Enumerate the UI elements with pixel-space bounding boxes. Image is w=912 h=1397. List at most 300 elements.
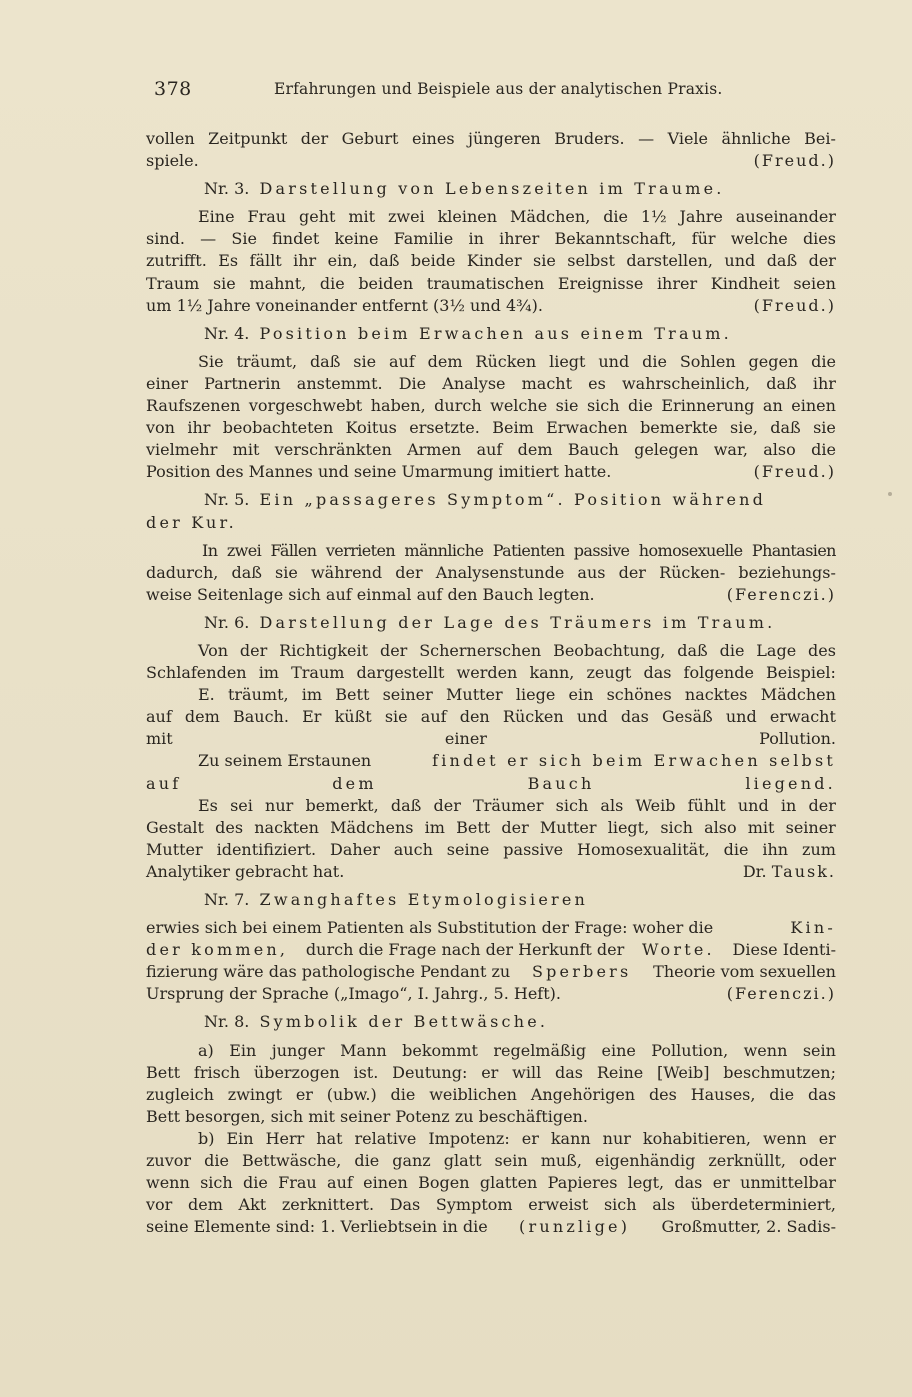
section-title: Ein „passageres Symptom“. Position während — [259, 490, 767, 510]
word: Analysenstunde — [435, 562, 565, 582]
word: beide — [410, 251, 456, 271]
word: Beobachtung, — [553, 640, 666, 660]
word: kann, — [529, 663, 575, 683]
word: vorgeschwebt — [248, 396, 363, 416]
word: als — [600, 795, 624, 815]
word: sich — [555, 795, 589, 815]
spaced-text: findet er sich beim Erwachen selbst — [432, 751, 836, 771]
text-line — [146, 228, 836, 250]
word: Rücken- — [659, 562, 726, 582]
word: er — [521, 1128, 539, 1148]
word: sein — [802, 1040, 836, 1060]
spaced-text: der kommen, — [146, 940, 289, 960]
word: bekommt — [402, 1040, 478, 1060]
word: sie — [813, 418, 836, 438]
word: Rücken — [475, 351, 537, 371]
word: ihr — [293, 251, 317, 271]
word: die — [719, 640, 745, 660]
word: will — [512, 1062, 542, 1082]
running-head: Erfahrungen und Beispiele aus der analytischen Praxis. — [274, 80, 723, 98]
word: Patienten — [492, 540, 565, 560]
word: anstemmt. — [296, 373, 383, 393]
word: Bruders. — [554, 129, 625, 148]
word: Von — [198, 640, 229, 660]
word: das — [643, 663, 672, 683]
word: homosexuelle — [638, 540, 743, 560]
text-line — [146, 817, 836, 839]
word: sie — [212, 273, 236, 293]
word: überdeterminiert, — [690, 1195, 836, 1215]
text-line — [146, 640, 836, 662]
word: identifiziert. — [216, 839, 317, 859]
word: er — [712, 1173, 730, 1193]
word: in — [468, 229, 484, 249]
page-body — [146, 128, 836, 1238]
word: die — [642, 351, 667, 371]
text-line-with-signature — [146, 861, 836, 883]
word: vielmehr — [146, 440, 218, 460]
word: ein, — [327, 251, 358, 271]
word: nur — [265, 795, 294, 815]
word: Schernerschen — [419, 640, 542, 660]
word: Symptom — [435, 1195, 513, 1215]
word: traumatischen — [426, 273, 545, 293]
section-number: Nr. 8. — [204, 1012, 250, 1032]
section-paragraph — [146, 351, 836, 484]
word: sich — [200, 1173, 233, 1193]
text-line-with-signature — [146, 150, 836, 172]
word: Partnerin — [204, 373, 281, 393]
word: passive — [503, 839, 564, 859]
word: Er — [302, 707, 322, 727]
text-segment: Großmutter, 2. Sadis- — [661, 1217, 836, 1237]
text-segment: durch die Frage nach der Herkunft der — [305, 940, 625, 960]
word: vollen — [146, 129, 195, 148]
word: es — [588, 373, 606, 393]
word: die — [769, 1084, 795, 1104]
word: a) — [198, 1040, 214, 1060]
section-paragraph — [146, 640, 836, 883]
section-heading-nr3 — [204, 178, 836, 200]
word: gelegen — [634, 440, 699, 460]
word: Angehörigen — [530, 1084, 636, 1104]
word: Rücken — [502, 707, 564, 727]
word: und — [724, 251, 756, 271]
word: Phantasien — [751, 540, 836, 560]
word: auf — [327, 1173, 353, 1193]
word: erweist — [528, 1195, 589, 1215]
word: seiner — [785, 817, 836, 837]
word: zutrifft. — [146, 251, 207, 271]
word: Impotenz: — [428, 1128, 510, 1148]
word: sie — [353, 351, 377, 371]
word: des — [808, 640, 836, 660]
word: liegt, — [607, 817, 650, 837]
word: daß — [390, 795, 422, 815]
word: Richtigkeit — [279, 640, 369, 660]
section-number: Nr. 7. — [204, 890, 250, 909]
word: einen — [791, 396, 836, 416]
word: verschränkten — [274, 440, 392, 460]
word: unmittelbar — [740, 1173, 836, 1193]
word: jüngeren — [468, 129, 541, 148]
word: er — [295, 1084, 313, 1104]
word: kann — [550, 1128, 591, 1148]
word: ist. — [353, 1062, 379, 1082]
word: Beim — [492, 418, 534, 438]
word: frisch — [193, 1062, 241, 1082]
word: und — [598, 351, 630, 371]
word: Jahre — [679, 207, 723, 227]
text-line — [146, 128, 836, 150]
word: Akt — [238, 1195, 267, 1215]
word: Ereignisse — [557, 273, 644, 293]
word: mit — [348, 207, 376, 227]
text-line — [146, 373, 836, 395]
text-line — [146, 706, 836, 728]
word: Frau — [278, 1173, 317, 1193]
word: zuvor — [146, 1151, 192, 1171]
word: Bettwäsche, — [241, 1151, 342, 1171]
author-signature: (Freud.) — [753, 295, 836, 315]
word: sie — [384, 707, 408, 727]
text-line — [146, 1194, 836, 1216]
word: Mutter — [446, 685, 503, 705]
word: daß — [309, 351, 341, 371]
word: Koitus — [345, 418, 397, 438]
word: dem — [332, 773, 377, 793]
section-heading-nr5 — [204, 489, 836, 511]
text-line — [146, 1128, 836, 1150]
word: Armen — [407, 440, 462, 460]
word: in — [780, 795, 797, 815]
text-segment: fizierung wäre das pathologische Pendant zu — [146, 962, 511, 982]
word: Es — [198, 795, 218, 815]
word: einer — [444, 729, 487, 749]
word: die — [723, 839, 749, 859]
word: nackten — [254, 817, 319, 837]
word: Träumer — [473, 795, 544, 815]
text-line — [146, 795, 836, 817]
word: sie — [533, 251, 556, 271]
word: der — [618, 562, 646, 582]
section-title: Zwanghaftes Etymologisieren — [259, 890, 589, 909]
paper-speck — [888, 492, 892, 496]
word: Mutter — [539, 817, 597, 837]
word: das — [620, 707, 649, 727]
word: Weib — [635, 795, 676, 815]
word: (ubw.) — [326, 1084, 377, 1104]
word: ihn — [762, 839, 789, 859]
word: zerknüllt, — [708, 1151, 786, 1171]
word: Eine — [198, 207, 235, 227]
word: Traum — [146, 273, 200, 293]
word: kleinen — [437, 207, 498, 227]
word: auch — [393, 839, 433, 859]
signature-title: Dr. — [742, 861, 767, 881]
word: wenn — [146, 1173, 190, 1193]
word: Bauch. — [232, 707, 289, 727]
word: eine — [601, 1040, 636, 1060]
text-line: Bett besorgen, sich mit seiner Potenz zu beschäftigen. — [146, 1106, 588, 1126]
word: und — [737, 795, 769, 815]
section-paragraph-a — [146, 1040, 836, 1128]
word: keine — [334, 229, 379, 249]
word: Mädchens — [330, 817, 414, 837]
text-line — [146, 750, 836, 772]
word: der — [239, 640, 268, 660]
word: zwei — [387, 207, 425, 227]
word: den — [459, 707, 490, 727]
word: [Weib] — [657, 1062, 710, 1082]
word: muß, — [540, 1151, 582, 1171]
word: als — [652, 1195, 676, 1215]
word: küßt — [334, 707, 372, 727]
word: er — [818, 1128, 836, 1148]
word: auf — [146, 773, 182, 793]
word: In — [202, 540, 218, 560]
word: glatt — [443, 1151, 482, 1171]
word: Sie — [198, 351, 224, 371]
word: das — [807, 1084, 836, 1104]
word: fühlt — [687, 795, 726, 815]
word: Gesäß — [662, 707, 713, 727]
author-signature: (Freud.) — [753, 151, 836, 171]
word: zerknittert. — [281, 1195, 375, 1215]
word: wahrscheinlich, — [621, 373, 751, 393]
word: an — [762, 396, 783, 416]
word: seiner — [382, 685, 433, 705]
text-line-with-signature — [146, 584, 836, 606]
word: der — [808, 795, 836, 815]
author-signature — [743, 861, 836, 883]
page-number: 378 — [154, 78, 192, 100]
text-line — [146, 1040, 836, 1062]
text-line: um 1½ Jahre voneinander entfernt (3½ und 4¾). — [146, 295, 543, 315]
text-line — [146, 1172, 836, 1194]
word: träumt, — [227, 685, 289, 705]
word: Raufszenen — [146, 396, 241, 416]
word: Bett — [335, 685, 370, 705]
word: im — [301, 685, 323, 705]
text-line — [146, 395, 836, 417]
word: Ein — [229, 1040, 257, 1060]
word: und — [576, 707, 608, 727]
word: beobachteten — [222, 418, 334, 438]
text-line — [146, 250, 836, 272]
section-number: Nr. 4. — [204, 323, 250, 343]
word: sie — [275, 562, 298, 582]
word: erwacht — [769, 707, 836, 727]
word: beiden — [358, 273, 414, 293]
section-title: Darstellung von Lebenszeiten im Traume. — [259, 179, 725, 199]
spaced-text: (runzlige) — [519, 1217, 631, 1237]
word: einen — [363, 1173, 408, 1193]
word: der — [379, 640, 408, 660]
word: 1½ — [640, 207, 667, 227]
word: dargestellt — [356, 663, 445, 683]
word: also — [704, 817, 737, 837]
word: der — [501, 817, 529, 837]
word: die — [243, 1173, 268, 1193]
word: durch — [434, 396, 482, 416]
word: der — [300, 129, 329, 148]
word: zum — [802, 839, 836, 859]
section-number: Nr. 5. — [204, 490, 250, 510]
word: folgende — [683, 663, 754, 683]
word: E. — [198, 685, 215, 705]
signature-name: Tausk. — [771, 861, 836, 881]
word: Familie — [393, 229, 454, 249]
word: daß — [369, 251, 400, 271]
text-line — [146, 273, 836, 295]
word: mit — [146, 729, 173, 749]
word: ähnliche — [721, 129, 791, 148]
word: sich — [660, 817, 693, 837]
word: Traum — [291, 663, 345, 683]
word: dem — [187, 1195, 223, 1215]
word: mit — [232, 440, 260, 460]
word: Die — [398, 373, 427, 393]
word: beschmutzen; — [723, 1062, 836, 1082]
word: welche — [490, 396, 548, 416]
author-signature: (Freud.) — [753, 462, 836, 482]
word: Das — [389, 1195, 421, 1215]
section-paragraph-b — [146, 1128, 836, 1238]
text-line — [146, 206, 836, 228]
text-line: spiele. — [146, 151, 199, 171]
word: dem — [427, 351, 463, 371]
word: Pollution. — [759, 729, 836, 749]
word: seien — [793, 273, 836, 293]
word: selbst — [567, 251, 615, 271]
word: Bogen — [418, 1173, 470, 1193]
word: relative — [354, 1128, 417, 1148]
text-line — [146, 562, 836, 584]
word: dies — [802, 229, 836, 249]
word: Kindheit — [710, 273, 780, 293]
word: sind. — [146, 229, 185, 249]
word: nacktes — [684, 685, 748, 705]
word: ihrer — [656, 273, 698, 293]
text-line — [146, 917, 836, 939]
spaced-text: Kin- — [790, 918, 836, 938]
word: dem — [184, 707, 220, 727]
word: eines — [411, 129, 455, 148]
word: Geburt — [341, 129, 399, 148]
text-line — [146, 439, 836, 461]
word: liegt — [549, 351, 586, 371]
word: Schlafenden — [146, 663, 247, 683]
text-segment: Diese Identi- — [732, 940, 836, 960]
text-line: Position des Mannes und seine Umarmung imitiert hatte. — [146, 462, 612, 482]
word: zugleich — [146, 1084, 214, 1104]
word: junger — [271, 1040, 325, 1060]
text-line — [146, 417, 836, 439]
word: von — [146, 418, 175, 438]
word: die — [811, 440, 836, 460]
word: die — [354, 1151, 380, 1171]
word: wenn — [762, 1128, 807, 1148]
word: sich — [603, 1195, 637, 1215]
word: der — [433, 795, 461, 815]
word: Lage — [756, 640, 797, 660]
word: verrieten — [325, 540, 396, 560]
word: Ein — [226, 1128, 254, 1148]
word: — — [200, 229, 217, 249]
word: für — [691, 229, 716, 249]
word: ersetzte. — [409, 418, 480, 438]
text-line: Ursprung der Sprache („Imago“, I. Jahrg., 5. Heft). — [146, 984, 561, 1004]
text-line-with-signature — [146, 983, 836, 1005]
word: Reine — [596, 1062, 644, 1082]
word: er — [481, 1062, 499, 1082]
word: daß — [231, 562, 262, 582]
word: und — [725, 707, 757, 727]
word: passive — [573, 540, 630, 560]
section-title: Position beim Erwachen aus einem Traum. — [259, 323, 732, 343]
word: Gestalt — [146, 817, 204, 837]
word: die — [319, 273, 345, 293]
text-line-with-signature — [146, 295, 836, 317]
text-line — [146, 839, 836, 861]
word: die — [628, 396, 653, 416]
word: ganz — [392, 1151, 431, 1171]
word: daß — [770, 418, 801, 438]
word: ihrer — [499, 229, 540, 249]
word: weiblichen — [429, 1084, 517, 1104]
text-line — [146, 1150, 836, 1172]
page-header — [146, 74, 836, 104]
word: war, — [713, 440, 748, 460]
intro-paragraph — [146, 128, 836, 172]
text-line — [146, 684, 836, 706]
text-line: Analytiker gebracht hat. — [146, 861, 345, 881]
section-heading-nr8 — [204, 1011, 836, 1033]
section-paragraph — [146, 206, 836, 316]
word: Papieres — [547, 1173, 618, 1193]
word: überzogen — [253, 1062, 340, 1082]
word: im — [424, 817, 445, 837]
word: eigenhändig — [594, 1151, 696, 1171]
word: sie — [555, 396, 579, 416]
word: ihr — [812, 373, 836, 393]
word: gegen — [748, 351, 799, 371]
author-signature: (Ferenczi.) — [726, 984, 836, 1004]
section-heading-nr7 — [204, 889, 836, 911]
word: die — [811, 351, 836, 371]
author-signature: (Ferenczi.) — [726, 584, 836, 604]
word: auf — [388, 351, 415, 371]
word: des — [648, 1084, 677, 1104]
word: ein — [568, 685, 594, 705]
word: bemerkte — [640, 418, 718, 438]
word: ihr — [187, 418, 211, 438]
word: die — [603, 207, 629, 227]
word: sie, — [730, 418, 758, 438]
word: Hauses, — [690, 1084, 756, 1104]
section-title-continued: der Kur. — [146, 512, 237, 532]
word: das — [555, 1062, 583, 1082]
word: Es — [218, 251, 239, 271]
word: einer — [146, 373, 189, 393]
word: fällt — [249, 251, 282, 271]
word: träumt, — [236, 351, 298, 371]
word: Mutter — [146, 839, 203, 859]
section-paragraph — [146, 917, 836, 1005]
word: Erinnerung — [661, 396, 755, 416]
word: auf — [420, 707, 447, 727]
